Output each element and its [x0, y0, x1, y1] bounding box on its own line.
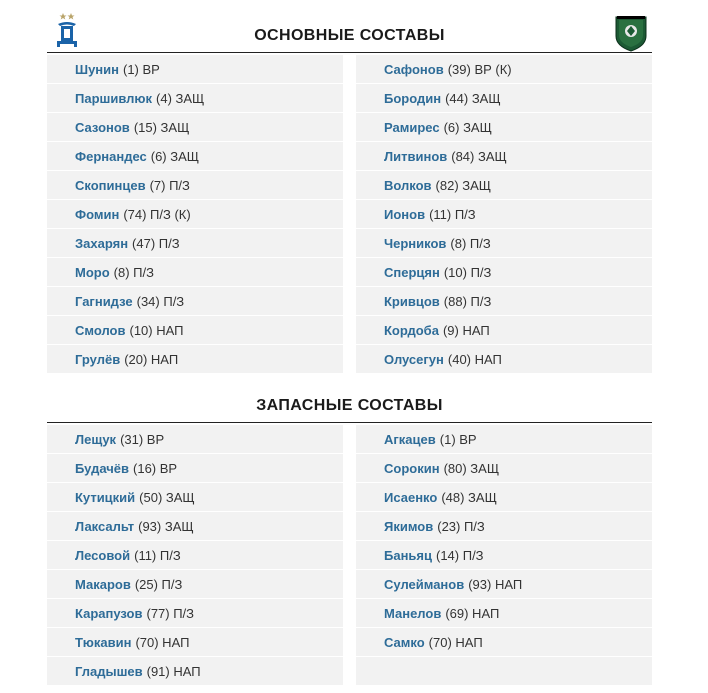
- player-row: [356, 512, 652, 540]
- player-number-position: (1) ВР: [123, 61, 160, 77]
- player-name-link[interactable]: Агкацев: [384, 431, 436, 447]
- player-name-link[interactable]: Будачёв: [75, 460, 130, 476]
- player-row: [356, 628, 652, 656]
- player-row: [47, 55, 343, 83]
- player-row: [47, 200, 343, 228]
- player-name-link[interactable]: Исаенко: [384, 489, 438, 505]
- player-row: [47, 628, 343, 656]
- player-row: [47, 171, 343, 199]
- player-row: [356, 541, 652, 569]
- player-name-link[interactable]: Ионов: [384, 206, 426, 222]
- player-number-position: (34) П/З: [136, 293, 185, 309]
- player-name-link[interactable]: Паршивлюк: [75, 90, 153, 106]
- player-name-link[interactable]: Моро: [75, 264, 110, 280]
- player-number-position: (93) НАП: [468, 576, 523, 592]
- player-number-position: (25) П/З: [134, 576, 183, 592]
- player-number-position: (44) ЗАЩ: [445, 90, 501, 106]
- player-name-link[interactable]: Кривцов: [384, 293, 440, 309]
- player-name-link[interactable]: Гладышев: [75, 663, 143, 679]
- player-number-position: (14) П/З: [436, 547, 484, 563]
- player-row: [356, 171, 652, 199]
- player-row: [47, 483, 343, 511]
- player-number-position: (10) НАП: [129, 322, 184, 338]
- player-number-position: (8) П/З: [113, 264, 154, 280]
- player-row: [356, 84, 652, 112]
- substitutes-home-list: [47, 425, 343, 686]
- player-name-link[interactable]: Сперцян: [384, 264, 440, 280]
- player-row: [47, 113, 343, 141]
- player-number-position: (77) П/З: [146, 605, 195, 621]
- player-row: [47, 258, 343, 286]
- substitutes-header: [47, 390, 652, 423]
- player-number-position: (93) ЗАЩ: [138, 518, 194, 534]
- player-row: [47, 541, 343, 569]
- player-number-position: (39) ВР (К): [447, 61, 512, 77]
- player-name-link[interactable]: Гагнидзе: [75, 293, 133, 309]
- player-name-link[interactable]: Рамирес: [384, 119, 440, 135]
- player-number-position: (10) П/З: [443, 264, 492, 280]
- player-row: [356, 113, 652, 141]
- player-row: [356, 454, 652, 482]
- player-name-link[interactable]: Сазонов: [75, 119, 130, 135]
- player-name-link[interactable]: Тюкавин: [75, 634, 132, 650]
- player-row: [356, 200, 652, 228]
- player-name-link[interactable]: Лаксальт: [75, 518, 135, 534]
- substitutes-away-list: [356, 425, 652, 686]
- player-row: [356, 287, 652, 315]
- player-number-position: (80) ЗАЩ: [443, 460, 500, 476]
- player-number-position: (70) НАП: [428, 634, 483, 650]
- player-number-position: (48) ЗАЩ: [441, 489, 497, 505]
- player-number-position: (15) ЗАЩ: [133, 119, 190, 135]
- player-row: [47, 142, 343, 170]
- player-row: [47, 287, 343, 315]
- player-number-position: (84) ЗАЩ: [451, 148, 507, 164]
- player-name-link[interactable]: Самко: [384, 634, 425, 650]
- player-number-position: (16) ВР: [133, 460, 178, 476]
- player-number-position: (8) П/З: [450, 235, 491, 251]
- player-number-position: (82) ЗАЩ: [435, 177, 491, 193]
- starting-away-list: [356, 55, 652, 374]
- player-number-position: (6) ЗАЩ: [150, 148, 199, 164]
- starting-lineups-header: [47, 20, 652, 53]
- player-name-link[interactable]: Сафонов: [384, 61, 444, 77]
- player-number-position: (74) П/З (К): [123, 206, 191, 222]
- player-number-position: (20) НАП: [124, 351, 179, 367]
- player-row: [356, 483, 652, 511]
- player-row: [356, 55, 652, 83]
- player-row: [356, 316, 652, 344]
- player-name-link[interactable]: Фомин: [75, 206, 120, 222]
- player-name-link[interactable]: Сулейманов: [384, 576, 465, 592]
- player-number-position: (9) НАП: [442, 322, 490, 338]
- player-name-link[interactable]: Фернандес: [75, 148, 147, 164]
- player-name-link[interactable]: Смолов: [75, 322, 126, 338]
- player-number-position: (4) ЗАЩ: [156, 90, 205, 106]
- player-row: [356, 599, 652, 627]
- player-row: [356, 345, 652, 373]
- player-name-link[interactable]: Бородин: [384, 90, 442, 106]
- player-row: [47, 657, 343, 685]
- player-name-link[interactable]: Олусегун: [384, 351, 444, 367]
- player-name-link[interactable]: Баньяц: [384, 547, 432, 563]
- player-name-link[interactable]: Черников: [384, 235, 447, 251]
- player-number-position: (91) НАП: [146, 663, 201, 679]
- player-name-link[interactable]: Макаров: [75, 576, 131, 592]
- player-number-position: (40) НАП: [447, 351, 502, 367]
- player-row: [47, 84, 343, 112]
- player-name-link[interactable]: Лесовой: [75, 547, 131, 563]
- player-row: [47, 345, 343, 373]
- player-name-link[interactable]: Манелов: [384, 605, 442, 621]
- player-number-position: (7) П/З: [149, 177, 190, 193]
- player-row: [356, 229, 652, 257]
- player-number-position: (69) НАП: [445, 605, 500, 621]
- player-row: [47, 570, 343, 598]
- player-row: [47, 316, 343, 344]
- player-row: [47, 454, 343, 482]
- section-title: ЗАПАСНЫЕ СОСТАВЫ: [256, 397, 443, 414]
- player-number-position: (88) П/З: [443, 293, 492, 309]
- player-number-position: (6) ЗАЩ: [443, 119, 492, 135]
- player-number-position: (11) П/З: [429, 206, 476, 222]
- player-row: [356, 258, 652, 286]
- player-name-link[interactable]: Шунин: [75, 61, 119, 77]
- player-name-link[interactable]: Карапузов: [75, 605, 143, 621]
- player-name-link[interactable]: Скопинцев: [75, 177, 146, 193]
- player-name-link[interactable]: Грулёв: [75, 351, 121, 367]
- player-row: [47, 599, 343, 627]
- player-row: [47, 229, 343, 257]
- player-name-link[interactable]: Литвинов: [384, 148, 448, 164]
- player-name-link[interactable]: Сорокин: [384, 460, 440, 476]
- player-number-position: (50) ЗАЩ: [139, 489, 195, 505]
- player-name-link[interactable]: Волков: [384, 177, 432, 193]
- player-number-position: (70) НАП: [135, 634, 190, 650]
- player-row: [356, 425, 652, 453]
- player-row: [47, 425, 343, 453]
- player-row: [47, 512, 343, 540]
- player-name-link[interactable]: Лещук: [75, 431, 117, 447]
- player-number-position: (31) ВР: [120, 431, 165, 447]
- starting-home-list: [47, 55, 343, 374]
- player-number-position: (23) П/З: [437, 518, 485, 534]
- player-row: [356, 570, 652, 598]
- player-number-position: (47) П/З: [132, 235, 180, 251]
- player-row: [356, 657, 652, 685]
- player-name-link[interactable]: Кутицкий: [75, 489, 136, 505]
- player-name-link[interactable]: Захарян: [75, 235, 129, 251]
- player-name-link[interactable]: Якимов: [384, 518, 434, 534]
- player-number-position: (1) ВР: [439, 431, 477, 447]
- player-number-position: (11) П/З: [134, 547, 181, 563]
- section-title: ОСНОВНЫЕ СОСТАВЫ: [254, 27, 445, 44]
- player-row: [356, 142, 652, 170]
- player-name-link[interactable]: Кордоба: [384, 322, 439, 338]
